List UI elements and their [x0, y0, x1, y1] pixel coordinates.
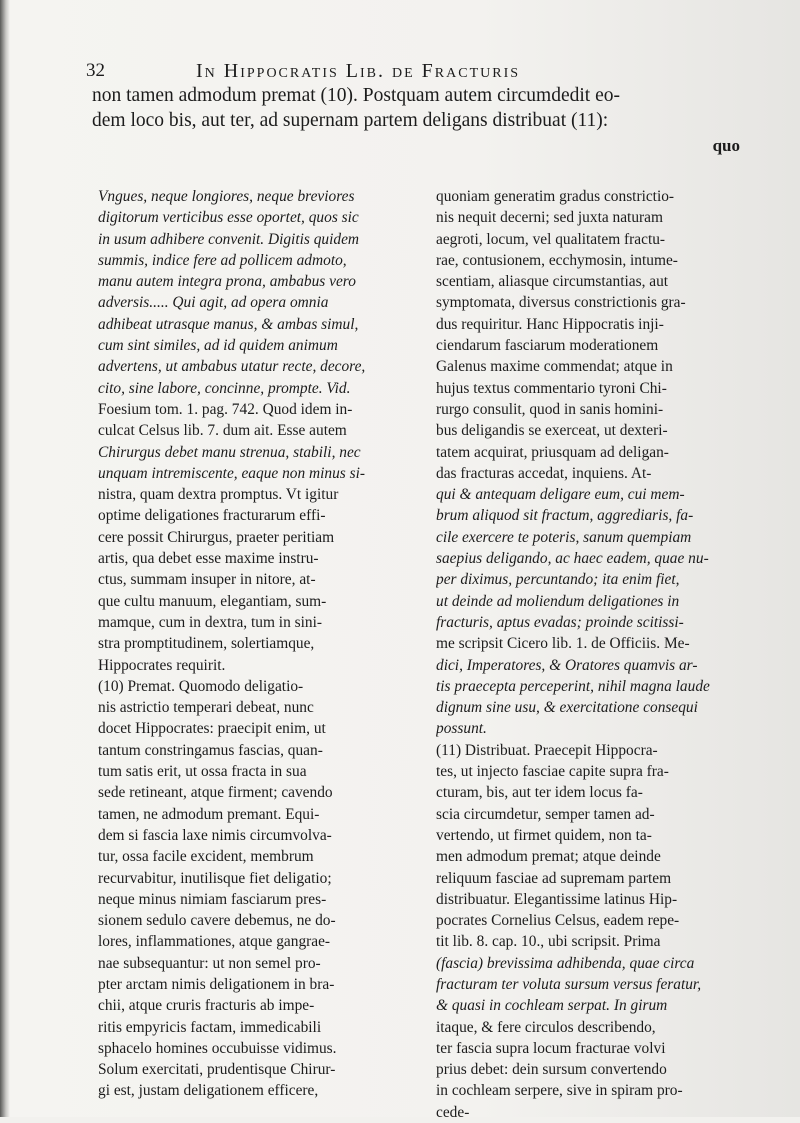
text-line: Foesium tom. 1. pag. 742. Quod idem in- [98, 400, 353, 418]
text-line: sionem sedulo cavere debemus, ne do- [98, 912, 336, 930]
text-line: vertendo, ut firmet quidem, non ta- [436, 826, 652, 844]
text-line: & quasi in cochleam serpat. In girum [436, 997, 668, 1015]
text-line: Chirurgus debet manu strenua, stabili, nec [98, 443, 361, 461]
text-line: nistra, quam dextra promptus. Vt igitur [98, 486, 339, 504]
text-line: tit lib. 8. cap. 10., ubi scripsit. Prima [436, 933, 661, 951]
text-line: in cochleam serpere, sive in spiram pro- [436, 1082, 683, 1100]
text-line: summis, indice fere ad pollicem admoto, [98, 251, 347, 269]
text-line: unquam intremiscente, eaque non minus si- [98, 464, 366, 482]
text-line: mamque, cum in dextra, tum in sini- [98, 613, 322, 631]
text-line: fracturis, aptus evadas; proinde scitissi- [436, 613, 684, 631]
text-line: tum satis erit, ut ossa fracta in sua [98, 763, 307, 781]
intro-line: non tamen admodum premat (10). Postquam autem circumdedit eo- [92, 85, 620, 106]
text-line: nae subsequantur: ut non semel pro- [98, 954, 321, 972]
text-line: tes, ut injecto fasciae capite supra fra- [436, 763, 669, 781]
text-line: ctus, summam insuper in nitore, at- [98, 571, 316, 589]
text-line: symptomata, diversus constrictionis gra- [436, 294, 686, 312]
text-line: lores, inflammationes, atque gangrae- [98, 933, 331, 951]
intro-line: dem loco bis, aut ter, ad supernam partem deligans distribuat (11): [92, 110, 609, 131]
text-line: nis astrictio temperari debeat, nunc [98, 699, 314, 717]
right-column [436, 186, 766, 1123]
text-line: recurvabitur, inutilisque fiet deligatio; [98, 869, 332, 887]
text-line: docet Hippocrates: praecipit enim, ut [98, 720, 326, 738]
text-line: chii, atque cruris fracturis ab impe- [98, 997, 315, 1015]
text-line: hujus textus commentario tyroni Chi- [436, 379, 667, 397]
text-line: qui & antequam deligare eum, cui mem- [436, 486, 685, 504]
text-line: cito, sine labore, concinne, prompte. Vid. [98, 379, 351, 397]
text-line: dici, Imperatores, & Oratores quamvis ar- [436, 656, 698, 674]
text-line: cile exercere te poteris, sanum quempiam [436, 528, 692, 546]
text-line: reliquum fasciae ad supremam partem [436, 869, 672, 887]
text-line: cede- [436, 1103, 470, 1121]
catchword: quo [712, 136, 740, 155]
intro-paragraph [92, 83, 740, 158]
text-line: tis praecepta perceperint, nihil magna laude [436, 677, 710, 695]
text-line: adversis..... Qui agit, ad opera omnia [98, 294, 329, 312]
text-line: ciendarum fasciarum moderationem [436, 337, 659, 355]
text-line: distribuatur. Elegantissime latinus Hip- [436, 890, 678, 908]
text-line: quoniam generatim gradus constrictio- [436, 188, 675, 205]
text-line: rae, contusionem, ecchymosin, intume- [436, 251, 678, 269]
text-line: aegroti, locum, vel qualitatem fractu- [436, 230, 666, 248]
text-line: Hippocrates requirit. [98, 656, 226, 674]
running-head: In Hippocratis Lib. de Fracturis [196, 60, 521, 82]
text-line: (11) Distribuat. Praecepit Hippocra- [436, 741, 658, 759]
text-line: das fracturas accedat, inquiens. At- [436, 464, 652, 482]
text-line: Solum exercitati, prudentisque Chirur- [98, 1061, 336, 1079]
text-line: gi est, justam deligationem efficere, [98, 1082, 319, 1100]
text-line: sphacelo homines occubuisse vidimus. [98, 1039, 337, 1057]
text-line: artis, qua debet esse maxime instru- [98, 550, 319, 568]
text-line: in usum adhibere convenit. Digitis quidem [98, 230, 360, 248]
text-line: men admodum premat; atque deinde [436, 848, 661, 866]
text-line: pter arctam nimis deligationem in bra- [98, 975, 335, 993]
text-line: adhibeat utrasque manus, & ambas simul, [98, 315, 359, 333]
text-line: (fascia) brevissima adhibenda, quae circa [436, 954, 695, 972]
text-line: bus deligandis se exerceat, ut dexteri- [436, 422, 668, 440]
text-line: tamen, ne admodum premant. Equi- [98, 805, 320, 823]
text-line: ter fascia supra locum fracturae volvi [436, 1039, 666, 1057]
text-line: Vngues, neque longiores, neque breviores [98, 188, 355, 205]
text-line: nis nequit decerni; sed juxta naturam [436, 209, 663, 227]
text-line: saepius deligando, ac haec eadem, quae nu- [436, 550, 709, 568]
text-line: que cultu manuum, elegantiam, sum- [98, 592, 327, 610]
text-line: cturam, bis, aut ter idem locus fa- [436, 784, 643, 802]
text-line: stra promptitudinem, solertiamque, [98, 635, 315, 653]
text-line: brum aliquod sit fractum, aggrediaris, fa- [436, 507, 694, 525]
text-line: rurgo consulit, quod in sanis homini- [436, 400, 664, 418]
text-line: cum sint similes, ad id quidem animum [98, 337, 338, 355]
text-line: ut deinde ad moliendum deligationes in [436, 592, 680, 610]
text-line: advertens, ut ambabus utatur recte, decore, [98, 358, 366, 376]
text-line: ritis empyricis factam, immedicabili [98, 1018, 322, 1036]
text-line: itaque, & fere circulos describendo, [436, 1018, 656, 1036]
text-line: culcat Celsus lib. 7. dum ait. Esse autem [98, 422, 347, 440]
text-line: per diximus, percuntando; ita enim fiet, [436, 571, 680, 589]
binding-gutter [0, 0, 10, 1117]
page-number: 32 [86, 60, 105, 81]
text-line: Galenus maxime commendat; atque in [436, 358, 673, 376]
text-line: (10) Premat. Quomodo deligatio- [98, 677, 304, 695]
text-line: pocrates Cornelius Celsus, eadem repe- [436, 912, 680, 930]
text-line: possunt. [436, 720, 487, 738]
text-line: digitorum verticibus esse oportet, quos sic [98, 209, 359, 227]
text-line: optime deligationes fracturarum effi- [98, 507, 326, 525]
text-line: cere possit Chirurgus, praeter peritiam [98, 528, 335, 546]
text-line: neque minus nimiam fasciarum pres- [98, 890, 327, 908]
text-line: dus requiritur. Hanc Hippocratis inji- [436, 315, 664, 333]
text-line: prius debet: dein sursum convertendo [436, 1061, 667, 1079]
text-line: manu autem integra prona, ambabus vero [98, 273, 356, 291]
text-line: sede retineant, atque firment; cavendo [98, 784, 333, 802]
text-line: me scripsit Cicero lib. 1. de Officiis. Me- [436, 635, 690, 653]
left-column [98, 186, 420, 1102]
text-line: dem si fascia laxe nimis circumvolva- [98, 826, 332, 844]
text-line: tur, ossa facile excident, membrum [98, 848, 314, 866]
text-line: dignum sine usu, & exercitatione consequi [436, 699, 698, 717]
text-line: tatem acquirat, priusquam ad deligan- [436, 443, 669, 461]
text-line: tantum constringamus fascias, quan- [98, 741, 323, 759]
text-line: fracturam ter voluta sursum versus feratur, [436, 975, 702, 993]
text-line: scentiam, aliasque circumstantias, aut [436, 273, 669, 291]
text-line: scia circumdetur, semper tamen ad- [436, 805, 655, 823]
